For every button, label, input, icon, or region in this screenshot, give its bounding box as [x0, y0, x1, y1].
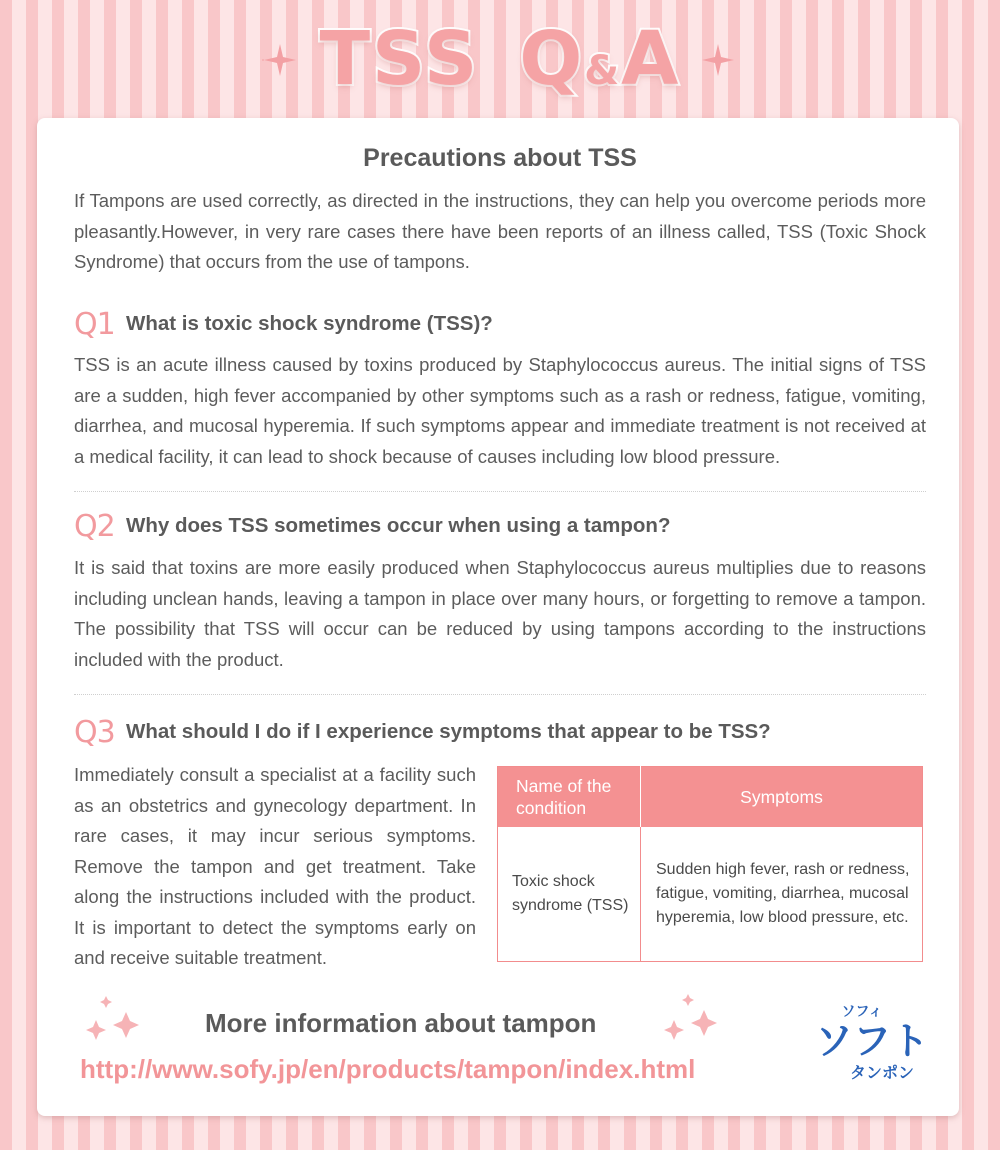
section-heading: Precautions about TSS [363, 144, 637, 172]
table-cell-symptoms: Sudden high fever, rash or redness, fatigue, vomiting, diarrhea, mucosal hyperemia, low blood pressure, etc. [656, 860, 910, 926]
table-header-row [498, 767, 923, 827]
sparkle-icon [700, 42, 736, 78]
question-number: Q1 [74, 306, 115, 342]
svg-text:タンポン: タンポン [849, 1063, 915, 1082]
question-3-heading [74, 712, 771, 752]
table-cell-condition: Toxic shock syndrome (TSS) [498, 827, 641, 962]
table-row [498, 827, 923, 962]
question-number: Q3 [74, 714, 115, 750]
symptoms-table [497, 766, 923, 962]
intro-paragraph: If Tampons are used correctly, as directed in the instructions, they can help you overcome periods more pleasantly.However, in very rare cases there have been reports of an illness called, TSS (Toxic Shock Syndrome) that occurs from the use of tampons. [74, 190, 926, 272]
question-title: What should I do if I experience symptoms that appear to be TSS? [126, 720, 771, 743]
table-header-symptoms: Symptoms [641, 767, 923, 827]
blossom-icon [78, 990, 158, 1050]
answer-3: Immediately consult a specialist at a facility such as an obstetrics and gynecology department. In rare cases, it may incur serious symptoms. Remove the tampon and get treatment. Take along the instructions included with the product. It is important to detect the symptoms early on and receive suitable treatment. [74, 764, 476, 968]
question-title: Why does TSS sometimes occur when using a tampon? [126, 514, 671, 537]
blossom-icon [660, 990, 740, 1050]
answer-1: TSS is an acute illness caused by toxins produced by Staphylococcus aureus. The initial signs of TSS are a sudden, high fever accompanied by other symptoms such as a rash or redness, fatigue, vomiting, diarrhea, and mucosal hyperemia. If such symptoms appear and immediate treatment is not received at a medical facility, it can lead to shock because of causes including low blood pressure. [74, 354, 926, 467]
answer-2: It is said that toxins are more easily produced when Staphylococcus aureus multiplies due to reasons including unclean hands, leaving a tampon in place over many hours, or forgetting to remove a tampon. The possibility that TSS will occur can be reduced by using tampons according to the instructions included with the product. [74, 557, 926, 670]
product-link[interactable]: http://www.sofy.jp/en/products/tampon/index.html [80, 1054, 696, 1084]
divider [74, 694, 926, 695]
more-info-label: More information about tampon [205, 1008, 597, 1038]
svg-text:ソフト: ソフト [814, 1019, 930, 1063]
page-title: TSS Q&A [319, 16, 681, 102]
question-2-heading [74, 506, 670, 546]
question-title: What is toxic shock syndrome (TSS)? [126, 312, 493, 335]
question-number: Q2 [74, 508, 115, 544]
sofy-tampon-logo [810, 996, 930, 1086]
question-1-heading [74, 304, 493, 344]
table-header-condition: Name of the condition [498, 767, 641, 827]
svg-text:ソフィ: ソフィ [841, 1004, 883, 1020]
divider [74, 491, 926, 492]
header-banner [0, 0, 1000, 118]
